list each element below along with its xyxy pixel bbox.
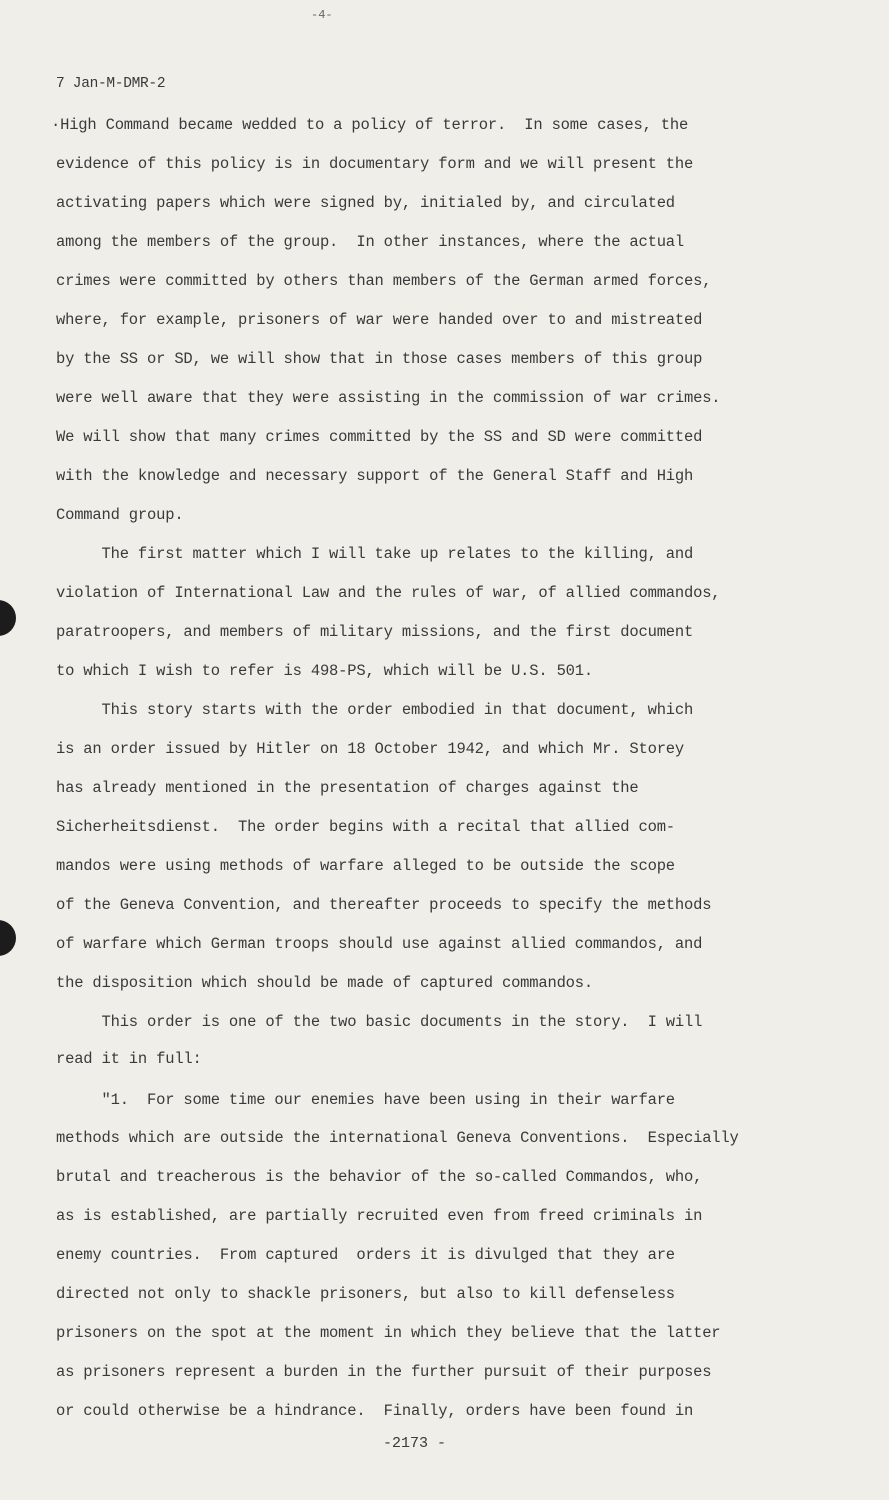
document-header-id: 7 Jan-M-DMR-2 xyxy=(56,76,166,92)
page-number: -2173 - xyxy=(383,1435,447,1452)
text-line: read it in full: xyxy=(56,1050,202,1068)
punch-hole-mark xyxy=(0,600,16,636)
text-line: evidence of this policy is in documentary form and we will present the xyxy=(56,155,694,173)
text-line: We will show that many crimes committed by the SS and SD were committed xyxy=(56,428,703,446)
text-line: paratroopers, and members of military missions, and the first document xyxy=(56,623,694,641)
text-line: by the SS or SD, we will show that in those cases members of this group xyxy=(56,350,703,368)
text-line: directed not only to shackle prisoners, but also to kill defenseless xyxy=(56,1285,675,1303)
text-line: as is established, are partially recruited even from freed criminals in xyxy=(56,1207,703,1225)
text-line: Command group. xyxy=(56,506,184,524)
text-line: is an order issued by Hitler on 18 October 1942, and which Mr. Storey xyxy=(56,740,685,758)
text-line: brutal and treacherous is the behavior of the so-called Commandos, who, xyxy=(56,1168,703,1186)
text-line: where, for example, prisoners of war were handed over to and mistreated xyxy=(56,311,703,329)
text-line: This order is one of the two basic documents in the story. I will xyxy=(56,1013,703,1031)
text-line: violation of International Law and the rules of war, of allied commandos, xyxy=(56,584,721,602)
text-line: prisoners on the spot at the moment in which they believe that the latter xyxy=(56,1324,721,1342)
text-line: activating papers which were signed by, initialed by, and circulated xyxy=(56,194,675,212)
text-line: ·High Command became wedded to a policy of terror. In some cases, the xyxy=(51,116,689,134)
text-line: were well aware that they were assisting in the commission of war crimes. xyxy=(56,389,721,407)
text-line: "1. For some time our enemies have been using in their warfare xyxy=(56,1091,675,1109)
text-line: crimes were committed by others than members of the German armed forces, xyxy=(56,272,712,290)
text-line: methods which are outside the international Geneva Conventions. Especially xyxy=(56,1129,739,1147)
punch-hole-mark xyxy=(0,920,16,956)
text-line: the disposition which should be made of captured commandos. xyxy=(56,974,593,992)
text-line: among the members of the group. In other instances, where the actual xyxy=(56,233,685,251)
text-line: mandos were using methods of warfare alleged to be outside the scope xyxy=(56,857,675,875)
text-line: or could otherwise be a hindrance. Finally, orders have been found in xyxy=(56,1402,694,1420)
text-line: This story starts with the order embodied in that document, which xyxy=(56,701,694,719)
text-line: as prisoners represent a burden in the further pursuit of their purposes xyxy=(56,1363,712,1381)
text-line: enemy countries. From captured orders it is divulged that they are xyxy=(56,1246,675,1264)
top-mark: -4- xyxy=(311,8,333,22)
text-line: of warfare which German troops should use against allied commandos, and xyxy=(56,935,703,953)
text-line: to which I wish to refer is 498-PS, which will be U.S. 501. xyxy=(56,662,593,680)
text-line: with the knowledge and necessary support of the General Staff and High xyxy=(56,467,694,485)
text-line: Sicherheitsdienst. The order begins with a recital that allied com- xyxy=(56,818,675,836)
text-line: The first matter which I will take up relates to the killing, and xyxy=(56,545,694,563)
text-line: of the Geneva Convention, and thereafter proceeds to specify the methods xyxy=(56,896,712,914)
text-line: has already mentioned in the presentation of charges against the xyxy=(56,779,639,797)
